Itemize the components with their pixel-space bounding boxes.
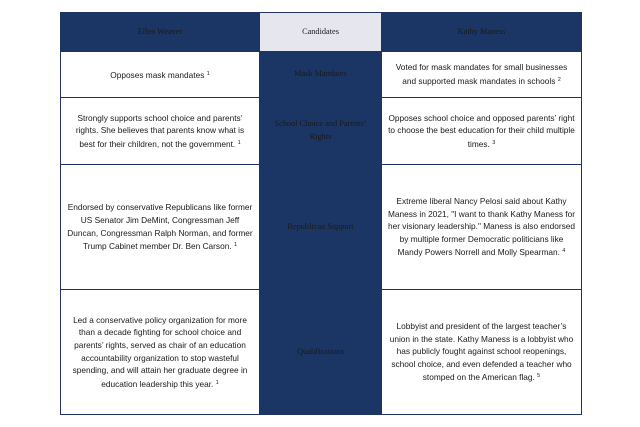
table-row xyxy=(61,165,582,290)
footnote-ref: 1 xyxy=(237,139,241,146)
left-text: Endorsed by conservative Republicans like former US Senator Jim DeMint, Congressman Jeff Duncan, Congressman Ralph Norman, and former Trump Cabinet member Dr. Ben Carson. xyxy=(67,202,253,252)
right-cell xyxy=(382,52,582,98)
right-text: Voted for mask mandates for small businesses and supported mask mandates in schools xyxy=(395,62,568,86)
candidate-name-left: Ellen Weaver xyxy=(61,13,260,52)
header-row xyxy=(61,13,582,52)
issue-label: Qualifications xyxy=(260,290,382,415)
issue-label: School Choice and Parents’ Rights xyxy=(260,98,382,165)
footnote-ref: 1 xyxy=(215,379,219,386)
table-row xyxy=(61,52,582,98)
right-cell xyxy=(382,98,582,165)
footnote-ref: 3 xyxy=(492,139,496,146)
footnote-ref: 5 xyxy=(537,373,541,380)
left-text: Strongly supports school choice and parents’ rights. She believes that parents know what is best for their children, not the government. xyxy=(75,112,245,149)
footnote-ref: 2 xyxy=(557,77,561,83)
left-text: Led a conservative policy organization for more than a decade fighting for school choice and parents’ rights, served as chair of an education accountability organization to stop wasteful spending, and will attain her graduate degree in education leadership this year. xyxy=(72,314,248,389)
right-text: Opposes school choice and opposed parents’ right to choose the best education for their child multiple times. xyxy=(388,112,575,149)
issue-label: Republican Support xyxy=(260,165,382,290)
footnote-ref: 1 xyxy=(206,70,210,77)
left-cell xyxy=(61,165,260,290)
right-text: Extreme liberal Nancy Pelosi said about Kathy Maness in 2021, "I want to thank Kathy Maness for her visionary leadership." Maness is also endorsed by multiple former Democratic politicians like Mandy Powers Norrell and Molly Spearman. xyxy=(388,196,575,258)
footnote-ref: 4 xyxy=(562,248,566,255)
table-row xyxy=(61,290,582,415)
right-cell xyxy=(382,290,582,415)
comparison-graphic xyxy=(60,12,581,415)
left-cell xyxy=(61,98,260,165)
left-cell xyxy=(61,52,260,98)
comparison-table xyxy=(60,12,582,415)
table-row xyxy=(61,98,582,165)
left-cell xyxy=(61,290,260,415)
footnote-ref: 1 xyxy=(233,242,237,249)
candidates-header: Candidates xyxy=(260,13,382,52)
issue-label: Mask Mandates xyxy=(260,52,382,98)
right-cell xyxy=(382,165,582,290)
candidate-name-right: Kathy Maness xyxy=(382,13,582,52)
left-text: Opposes mask mandates xyxy=(110,69,205,80)
right-text: Lobbyist and president of the largest teacher’s union in the state. Kathy Maness is a lobbyist who has publicly fought against school reopenings, school choice, and even defended a teacher who stomped on the American flag. xyxy=(389,321,574,383)
